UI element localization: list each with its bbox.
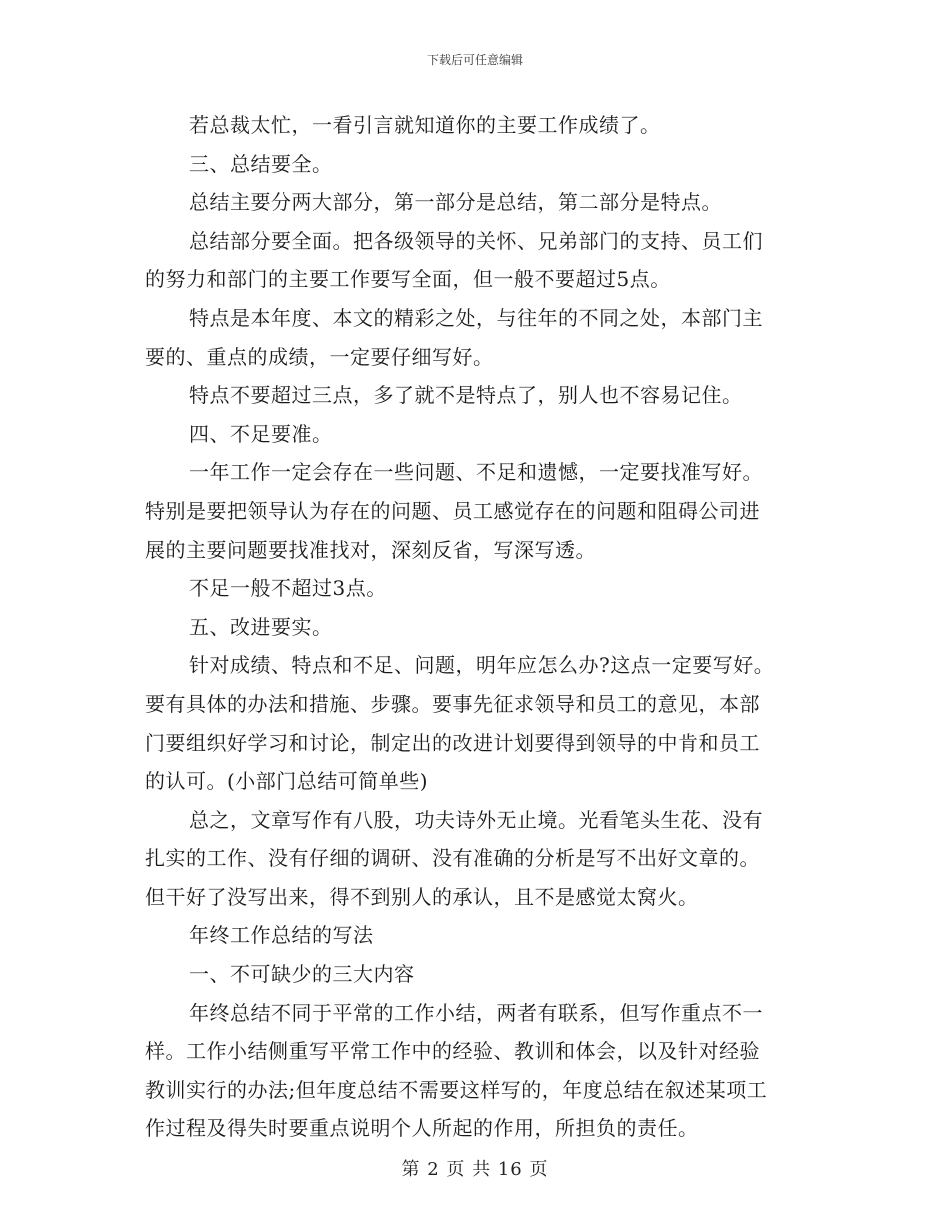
text-line: 的认可。(小部门总结可简单些) [145, 769, 429, 794]
text-line: 特点是本年度、本文的精彩之处，与往年的不同之处，本部门主 [189, 305, 763, 330]
text-line: 扎实的工作、没有仔细的调研、没有准确的分析是写不出好文章的。 [145, 846, 760, 871]
text-line: 年终总结不同于平常的工作小结，两者有联系，但写作重点不一 [189, 1000, 763, 1025]
text-line: 五、改进要实。 [189, 614, 333, 639]
text-line: 特点不要超过三点，多了就不是特点了，别人也不容易记住。 [189, 383, 743, 408]
text-line: 针对成绩、特点和不足、问题，明年应怎么办?这点一定要写好。 [189, 653, 775, 678]
text-line: 特别是要把领导认为存在的问题、员工感觉存在的问题和阻碍公司进 [145, 498, 760, 523]
text-line: 总结主要分两大部分，第一部分是总结，第二部分是特点。 [189, 190, 722, 215]
text-line: 但干好了没写出来，得不到别人的承认，且不是感觉太窝火。 [145, 884, 699, 909]
text-line: 要有具体的办法和措施、步骤。要事先征求领导和员工的意见，本部 [145, 691, 760, 716]
text-line: 要的、重点的成绩，一定要仔细写好。 [145, 344, 494, 369]
text-line: 一、不可缺少的三大内容 [189, 962, 415, 987]
text-line: 年终工作总结的写法 [189, 923, 374, 948]
text-line: 总结部分要全面。把各级领导的关怀、兄弟部门的支持、员工们 [189, 228, 763, 253]
page-footer: 第 2 页 共 16 页 [401, 1159, 549, 1180]
text-line: 作过程及得失时要重点说明个人所起的作用，所担负的责任。 [145, 1116, 699, 1141]
text-line: 门要组织好学习和讨论，制定出的改进计划要得到领导的中肯和员工 [145, 730, 760, 755]
text-line: 四、不足要准。 [189, 421, 333, 446]
page-header: 下载后可任意编辑 [426, 53, 523, 67]
text-line: 样。工作小结侧重写平常工作中的经验、教训和体会，以及针对经验 [145, 1039, 760, 1064]
document-body [145, 106, 811, 1148]
text-line: 若总裁太忙，一看引言就知道你的主要工作成绩了。 [189, 113, 661, 137]
text-line: 展的主要问题要找准找对，深刻反省，写深写透。 [145, 537, 596, 562]
text-line: 的努力和部门的主要工作要写全面，但一般不要超过5点。 [145, 267, 671, 292]
text-line: 教训实行的办法;但年度总结不需要这样写的，年度总结在叙述某项工 [145, 1077, 768, 1102]
text-line: 不足一般不超过3点。 [189, 576, 387, 601]
text-line: 一年工作一定会存在一些问题、不足和遗憾，一定要找准写好。 [189, 460, 763, 485]
text-line: 总之，文章写作有八股，功夫诗外无止境。光看笔头生花、没有 [189, 807, 763, 832]
text-line: 三、总结要全。 [189, 151, 333, 176]
